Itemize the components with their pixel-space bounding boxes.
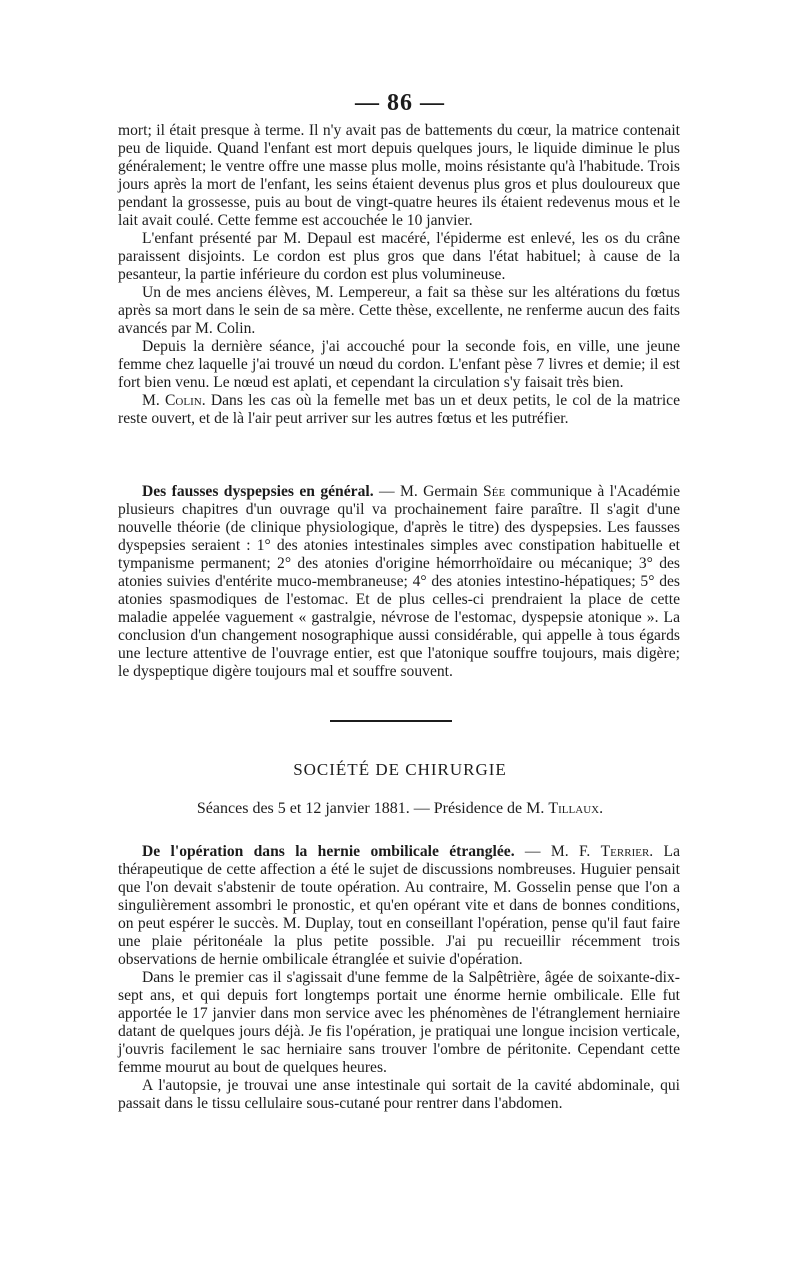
president-name: Tillaux: [548, 800, 600, 817]
speaker-name: M. Colin.: [142, 392, 206, 409]
paragraph: A l'autopsie, je trouvai une anse intestinale qui sortait de la cavité abdominale, qui passait dans le tissu cellulaire sous-cutané pour rentrer dans l'abdomen.: [118, 1077, 680, 1112]
paragraph-text: Dans les cas où la femelle met bas un et deux petits, le col de la matrice reste ouvert, et de là l'air peut arriver sur les autres fœtus et les putréfier.: [118, 392, 680, 427]
dyspepsia-section: [118, 483, 680, 681]
paragraph: [118, 843, 680, 969]
paragraph: [118, 392, 680, 428]
paragraph: [118, 483, 680, 681]
session-text: .: [599, 800, 604, 817]
paragraph: Depuis la dernière séance, j'ai accouché pour la seconde fois, en ville, une jeune femme chez laquelle j'ai trouvé un nœud du cordon. L'enfant pèse 7 livres et demie; il est fort bien venu. Le nœud est aplati, et cependant la circulation s'y faisait très bien.: [118, 338, 680, 391]
session-text: Séances des 5 et 12 janvier 1881. — Présidence de M.: [196, 800, 549, 817]
author-name: Sée: [483, 483, 506, 500]
paragraph-text: . La thérapeutique de cette affection a été le sujet de discussions nombreuses. Huguier pensait que l'on devait s'abstenir de toute opération. Au contraire, M. Gosselin pense que l'on a singulièrement assombri le pronostic, et qu'en opérant vite et dans de bonnes conditions, on peut espérer le succès. M. Duplay, tout en conseillant l'opération, pense qu'il faut faire une plaie péritonéale la plus petite possible. J'ai pu recueillir récemment trois observations de hernie ombilicale étranglée et suivie d'opération.: [118, 843, 680, 968]
article-heading: De l'opération dans la hernie ombilicale étranglée.: [142, 843, 515, 860]
paragraph: Dans le premier cas il s'agissait d'une femme de la Salpêtrière, âgée de soixante-dix-sept ans, et qui depuis fort longtemps portait une énorme hernie ombilicale. Elle fut apportée le 17 janvier dans mon service avec les phénomènes de l'étranglement herniaire datant de quelques jours déjà. Je fis l'opération, je pratiquai une longue incision verticale, j'ouvris facilement le sac herniaire sans trouver l'ombre de péritonite. Cependant cette femme mourut au bout de quelques heures.: [118, 969, 680, 1076]
academy-report-continuation: [118, 122, 680, 428]
author-name: Terrier: [600, 843, 650, 860]
section-divider: [330, 720, 452, 722]
paragraph: mort; il était presque à terme. Il n'y avait pas de battements du cœur, la matrice contenait peu de liquide. Quand l'enfant est mort depuis quelques jours, le liquide diminue le plus généralement; le ventre offre une masse plus molle, moins résistante qu'à l'habitude. Trois jours après la mort de l'enfant, les seins étaient devenus plus gros et plus douloureux que pendant la grossesse, puis au bout de vingt-quatre heures ils étaient redevenus mous et le lait avait coulé. Cette femme est accouchée le 10 janvier.: [118, 122, 680, 229]
paragraph: Un de mes anciens élèves, M. Lempereur, a fait sa thèse sur les altérations du fœtus après sa mort dans le sein de sa mère. Cette thèse, excellente, ne renferme aucun des faits avancés par M. Colin.: [118, 284, 680, 337]
paragraph: L'enfant présenté par M. Depaul est macéré, l'épiderme est enlevé, les os du crâne paraissent disjoints. Le cordon est plus gros que dans l'état habituel; à cause de la pesanteur, la partie inférieure du cordon est plus volumineuse.: [118, 230, 680, 283]
hernia-section: [118, 843, 680, 1113]
article-heading: Des fausses dyspepsies en général.: [142, 483, 374, 500]
section-title: SOCIÉTÉ DE CHIRURGIE: [293, 760, 507, 779]
paragraph-text: communique à l'Académie plusieurs chapitres d'un ouvrage qu'il va prochainement faire paraître. Il s'agit d'une nouvelle théorie (de clinique physiologique, d'après le titre) des dyspepsies. Les fausses dyspepsies seraient : 1° des atonies intestinales simples avec constipation habituelle et tympanisme permanent; 2° des atonies d'origine hémorrhoïdaire ou mécanique; 3° des atonies suivies d'entérite muco-membraneuse; 4° des atonies intestino-hépatiques; 5° des atonies spasmodiques de l'estomac. Et de plus celles-ci prendraient la place de cette maladie appelée vaguement « gastralgie, névrose de l'estomac, dyspepsie atonique ». La conclusion d'un changement nosographique aussi considérable, qui appelle à tous égards une lecture attentive de l'ouvrage entier, est que l'atonique souffre toujours, mais digère; le dyspeptique digère toujours mal et souffre souvent.: [118, 483, 680, 680]
session-line: [0, 800, 800, 818]
paragraph-text: — M. F.: [514, 843, 601, 860]
paragraph-text: — M. Germain: [373, 483, 484, 500]
page-number: — 86 —: [355, 90, 445, 116]
